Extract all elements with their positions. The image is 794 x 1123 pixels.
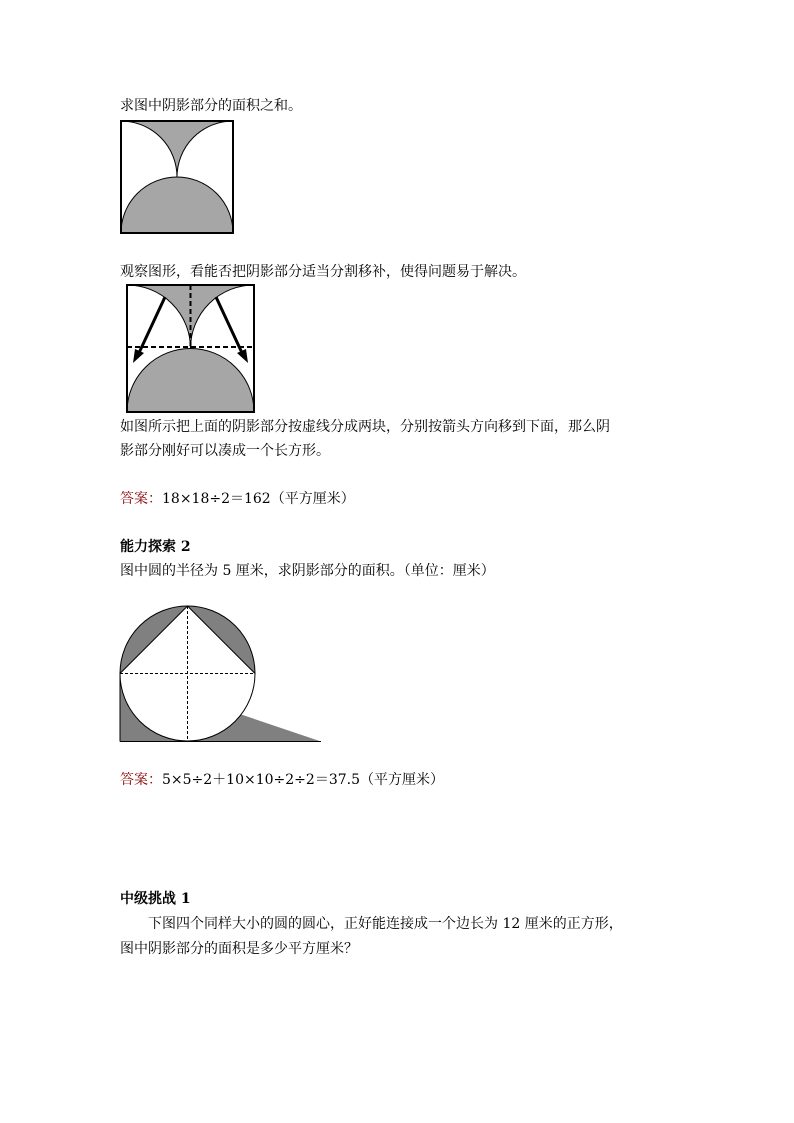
problem1-explanation-line1: 如图所示把上面的阴影部分按虚线分成两块，分别按箭头方向移到下面，那么阴: [120, 419, 610, 435]
answer-value: 18×18÷2＝162（平方厘米）: [162, 491, 355, 507]
figure-rearrange-diagram: [127, 285, 254, 412]
problem2-prompt: 图中圆的半径为 5 厘米，求阴影部分的面积。（单位：厘米）: [120, 563, 495, 579]
problem3-line1: 下图四个同样大小的圆的圆心，正好能连接成一个边长为 12 厘米的正方形，: [148, 916, 623, 932]
figure-circle-triangle: [120, 606, 322, 743]
problem1-prompt: 求图中阴影部分的面积之和。: [120, 98, 302, 114]
section2-heading: 能力探索 2: [120, 539, 191, 555]
answer-label: 答案：: [120, 491, 162, 507]
answer-value: 5×5÷2＋10×10÷2÷2＝37.5（平方厘米）: [162, 772, 444, 788]
answer-label: 答案：: [120, 772, 162, 788]
problem1-explanation-line2: 影部分刚好可以凑成一个长方形。: [120, 443, 330, 459]
problem2-answer: [120, 770, 444, 790]
problem1-answer: [120, 489, 355, 509]
figure-square-semicircle: [121, 121, 233, 233]
problem1-hint: 观察图形，看能否把阴影部分适当分割移补，使得问题易于解决。: [120, 264, 526, 280]
problem3-line2: 图中阴影部分的面积是多少平方厘米？: [120, 941, 358, 957]
section3-heading: 中级挑战 1: [120, 891, 191, 907]
